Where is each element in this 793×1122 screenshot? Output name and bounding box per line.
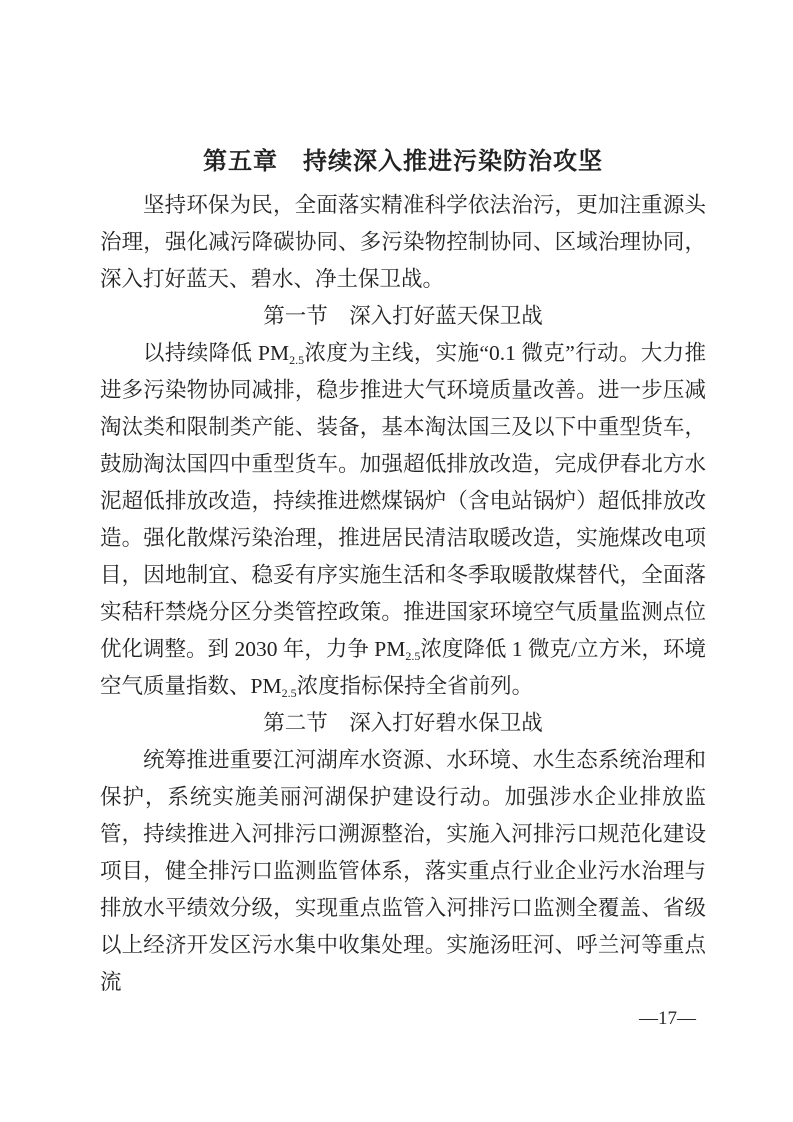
page-number: —17—	[639, 1008, 696, 1029]
paragraph: 统筹推进重要江河湖库水资源、水环境、水生态系统治理和保护，系统实施美丽河湖保护建设行动。加强涉水企业排放监管，持续推进入河排污口溯源整治，实施入河排污口规范化建设项目，健全排污口监测监管体系，落实重点行业企业污水治理与排放水平绩效分级，实现重点监管入河排污口监测全覆盖、省级以上经济开发区污水集中收集处理。实施汤旺河、呼兰河等重点流	[100, 748, 706, 994]
subscript: 2.5	[405, 649, 421, 663]
chapter-title: 第五章 持续深入推进污染防治攻坚	[203, 149, 603, 175]
paragraph: 坚持环保为民，全面落实精准科学依法治污，更加注重源头治理，强化减污降碳协同、多污染物控制协同、区域治理协同，深入打好蓝天、碧水、净土保卫战。	[100, 193, 706, 291]
section-heading: 第一节 深入打好蓝天保卫战	[263, 304, 543, 328]
paragraph: 以持续降低 $PM_{2.5}$浓度为主线，实施“0.1 微克”行动。大力推进多污染物协同减排，稳步推进大气环境质量改善。进一步压减淘汰类和限制类产能、装备，基本淘汰国三及以下中重型货车，鼓励淘汰国四中重型货车。加强超低排放改造，完成伊春北方水泥超低排放改造，持续推进燃煤锅炉（含电站锅炉）超低排放改造。强化散煤污染治理，推进居民清洁取暖改造，实施煤改电项目，因地制宜、稳妥有序实施生活和冬季取暖散煤替代，全面落实秸秆禁烧分区分类管控政策。推进国家环境空气质量监测点位优化调整。到 2030 年，力争 $PM_{2.5}$浓度降低 1 微克/立方米，环境空气质量指数、$PM_{2.5}$浓度指标保持全省前列。	[100, 341, 707, 700]
subscript: 2.5	[289, 353, 305, 367]
document-body	[100, 141, 706, 1001]
section-heading: 第二节 深入打好碧水保卫战	[263, 711, 543, 735]
subscript: 2.5	[281, 686, 297, 700]
